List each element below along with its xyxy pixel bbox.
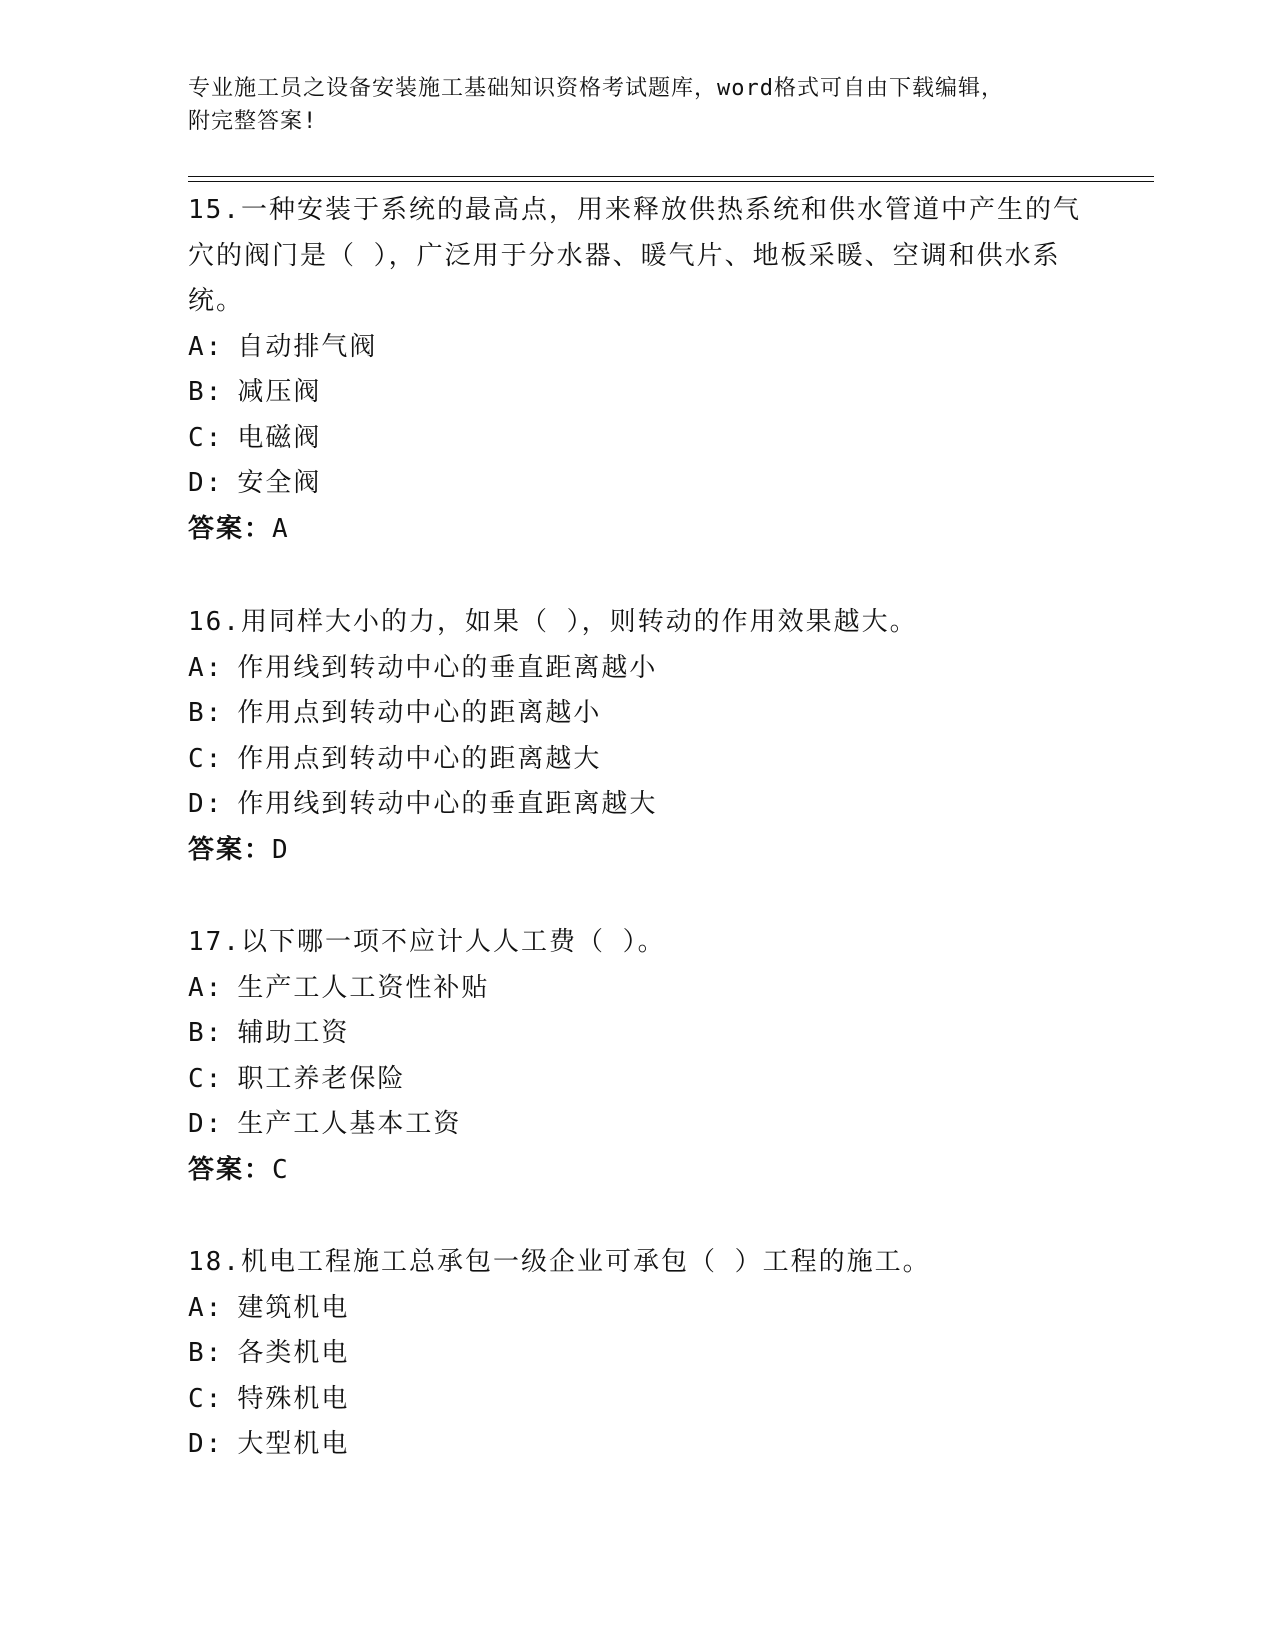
option-letter: B bbox=[188, 377, 206, 407]
option-letter: D bbox=[188, 789, 206, 819]
question-stem: 16.用同样大小的力，如果（ ），则转动的作用效果越大。 bbox=[188, 607, 918, 637]
option-a bbox=[188, 966, 1088, 1012]
option-text: 辅助工资 bbox=[237, 1018, 350, 1048]
option-separator: : bbox=[205, 1429, 224, 1459]
header-line-1: 专业施工员之设备安装施工基础知识资格考试题库，word格式可自由下载编辑， bbox=[188, 76, 1004, 101]
option-letter: C bbox=[188, 743, 206, 774]
option-a bbox=[188, 646, 1088, 692]
question-stem: 15.一种安装于系统的最高点，用来释放供热系统和供水管道中产生的气穴的阀门是（ ），广泛用于分水器、暖气片、地板采暖、空调和供水系统。 bbox=[188, 195, 1081, 316]
option-c bbox=[188, 737, 1088, 783]
option-letter: D bbox=[188, 468, 206, 498]
option-b bbox=[188, 370, 1088, 416]
option-separator: : bbox=[205, 468, 224, 498]
option-letter: D bbox=[188, 1109, 206, 1139]
header-divider-top bbox=[188, 176, 1154, 177]
option-separator: : bbox=[205, 652, 224, 683]
document-header bbox=[188, 72, 1068, 138]
option-text: 作用点到转动中心的距离越大 bbox=[237, 743, 602, 774]
question-17 bbox=[188, 920, 1088, 1193]
option-d bbox=[188, 461, 1088, 507]
answer-label: 答案： bbox=[188, 513, 273, 544]
option-d bbox=[188, 1102, 1088, 1148]
option-text: 作用点到转动中心的距离越小 bbox=[237, 698, 602, 728]
option-separator: : bbox=[205, 972, 224, 1003]
question-stem: 17.以下哪一项不应计人人工费（ ）。 bbox=[188, 927, 666, 957]
option-text: 职工养老保险 bbox=[237, 1063, 406, 1094]
option-text: 各类机电 bbox=[237, 1338, 350, 1368]
option-text: 减压阀 bbox=[237, 377, 322, 407]
header-divider-bottom bbox=[188, 181, 1154, 182]
option-letter: B bbox=[188, 1018, 206, 1048]
answer-value: A bbox=[272, 513, 290, 544]
option-separator: : bbox=[205, 331, 224, 362]
option-b bbox=[188, 1331, 1088, 1377]
question-15 bbox=[188, 188, 1088, 552]
answer-value: D bbox=[272, 834, 290, 865]
question-18 bbox=[188, 1240, 1088, 1468]
option-separator: : bbox=[205, 743, 224, 774]
answer-value: C bbox=[272, 1154, 290, 1185]
option-separator: : bbox=[205, 377, 224, 407]
question-stem: 18.机电工程施工总承包一级企业可承包（ ）工程的施工。 bbox=[188, 1247, 931, 1277]
answer-line bbox=[188, 828, 1088, 874]
option-letter: A bbox=[188, 652, 206, 683]
answer-label: 答案： bbox=[188, 834, 273, 865]
option-letter: A bbox=[188, 972, 206, 1003]
option-letter: C bbox=[188, 422, 206, 453]
option-letter: A bbox=[188, 331, 206, 362]
option-text: 作用线到转动中心的垂直距离越大 bbox=[237, 789, 658, 819]
option-text: 大型机电 bbox=[237, 1429, 350, 1459]
option-separator: : bbox=[205, 1383, 224, 1414]
option-separator: : bbox=[205, 1338, 224, 1368]
answer-label: 答案： bbox=[188, 1154, 273, 1185]
option-text: 作用线到转动中心的垂直距离越小 bbox=[237, 652, 658, 683]
answer-line bbox=[188, 507, 1088, 553]
option-letter: B bbox=[188, 1338, 206, 1368]
answer-line bbox=[188, 1148, 1088, 1194]
question-16 bbox=[188, 600, 1088, 873]
option-c bbox=[188, 1057, 1088, 1103]
option-text: 电磁阀 bbox=[237, 422, 322, 453]
option-c bbox=[188, 1377, 1088, 1423]
option-letter: C bbox=[188, 1383, 206, 1414]
option-a bbox=[188, 1286, 1088, 1332]
option-letter: A bbox=[188, 1292, 206, 1323]
option-d bbox=[188, 782, 1088, 828]
option-text: 安全阀 bbox=[237, 468, 322, 498]
option-text: 生产工人工资性补贴 bbox=[237, 972, 490, 1003]
option-text: 建筑机电 bbox=[237, 1292, 350, 1323]
option-separator: : bbox=[205, 422, 224, 453]
header-line-2: 附完整答案! bbox=[188, 109, 318, 134]
option-text: 自动排气阀 bbox=[237, 331, 378, 362]
option-b bbox=[188, 691, 1088, 737]
option-separator: : bbox=[205, 1109, 224, 1139]
option-letter: D bbox=[188, 1429, 206, 1459]
option-separator: : bbox=[205, 1063, 224, 1094]
option-c bbox=[188, 416, 1088, 462]
option-separator: : bbox=[205, 698, 224, 728]
option-b bbox=[188, 1011, 1088, 1057]
option-a bbox=[188, 325, 1088, 371]
option-text: 生产工人基本工资 bbox=[237, 1109, 462, 1139]
option-separator: : bbox=[205, 1018, 224, 1048]
option-separator: : bbox=[205, 789, 224, 819]
option-letter: B bbox=[188, 698, 206, 728]
option-d bbox=[188, 1422, 1088, 1468]
option-separator: : bbox=[205, 1292, 224, 1323]
option-letter: C bbox=[188, 1063, 206, 1094]
option-text: 特殊机电 bbox=[237, 1383, 350, 1414]
